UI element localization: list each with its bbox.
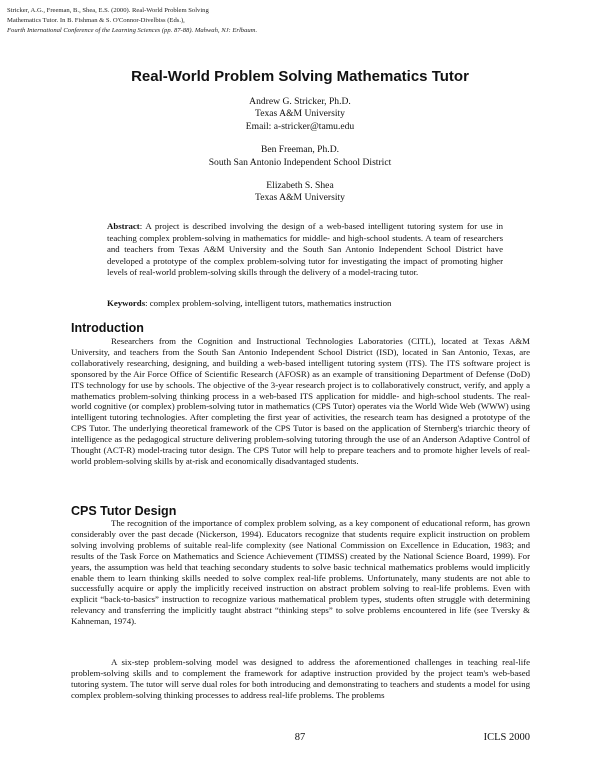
keywords — [107, 298, 503, 310]
abstract-label: Abstract — [107, 221, 140, 231]
abstract — [107, 221, 503, 279]
author-email: Email: a-stricker@tamu.edu — [245, 120, 355, 132]
author-affiliation: Texas A&M University — [255, 108, 345, 120]
cps-paragraph-2: A six-step problem-solving model was designed to address the aforementioned challenges in teaching real-life problem-solving skills and to complement the framework for adaptive instruction provided by the project team's web-based tutoring system. The tutor will serve dual roles for both introducing and demonstrating to teachers and students a model for using complex problem-solving thinking processes to address real-life problems. The problems — [71, 657, 530, 700]
cps-paragraph-1: The recognition of the importance of complex problem solving, as a key component of educational reform, has grown considerably over the past decade (Nickerson, 1994). Educators recognize that students require explicit instruction on problem solving involving problems of suitable real-life complexity (see National Commission on Excellence in Education, 1983; and results of the Task Force on Mathematics and Science Achievement (TIMSS) created by the National Science Board, 1999). For years, the assumption was held that teaching secondary students to solve basic technical mathematics problems would implicitly enable them to learn thinking skills needed to solve complex real-life problems. Unfortunately, many students are not able to successfully acquire or apply the implicitly received instruction on abstract problem solving to real-life problems. Even with explicit “back-to-basics” instruction to recognize various mathematical problem types, students often struggle with determining relevancy and transferring the implicitly taught abstract “thinking steps” to solve problems encountered in life (see Tversky & Kahneman, 1974). — [71, 518, 530, 627]
author-name: Ben Freeman, Ph.D. — [260, 144, 340, 156]
page-number: 87 — [294, 732, 306, 743]
paper-title: Real-World Problem Solving Mathematics Tutor — [131, 68, 469, 85]
introduction-paragraph: Researchers from the Cognition and Instructional Technologies Laboratories (CITL), located at Texas A&M University, and teachers from the South San Antonio Independent School District (ISD), located in San Antonio, Texas, are collaboratively researching, designing, and building a web-based intelligent tutoring system (ITS). The ITS software project is sponsored by the Air Force Office of Scientific Research (AFOSR) as an example of transitioning Department of Defense (DoD) ITS technology for use by schools. The objective of the 3-year research project is to collaboratively construct, verify, and apply a mathematics problem-solving thinking process in a web-based ITS application for middle- and high-school students. The real-world cognitive (or complex) problem-solving tutor in mathematics (CPS Tutor) operates via the World Wide Web (WWW) using intelligent tutoring technologies. After completing the first year of activities, the research team has designed a prototype of the CPS Tutor. The underlying theoretical framework of the CPS Tutor is based on the application of Sternberg's triarchic theory of intelligence as the pedagogical structure delivering problem-solving tutoring through the use of an Anderson Adaptive Control of Thought (ACT-R) model-tracing tutor design. The CPS Tutor will help to prepare teachers and to promote higher levels of real-world problem-solving skills by at-risk and economically disadvantaged students. — [71, 336, 530, 466]
author-list — [0, 96, 600, 216]
author-block — [0, 96, 600, 133]
section-heading-introduction: Introduction — [71, 321, 144, 335]
citation-header — [7, 6, 427, 35]
author-affiliation: Texas A&M University — [255, 192, 345, 204]
keywords-label: Keywords — [107, 298, 146, 308]
keywords-text: : complex problem-solving, intelligent tutors, mathematics instruction — [145, 298, 392, 308]
author-name: Elizabeth S. Shea — [266, 180, 334, 192]
citation-line-2: Mathematics Tutor. In B. Fishman & S. O'Connor-Divelbiss (Eds.), — [7, 16, 185, 24]
author-affiliation: South San Antonio Independent School District — [208, 156, 392, 168]
author-name: Andrew G. Stricker, Ph.D. — [249, 96, 351, 107]
citation-line-1: Stricker, A.G., Freeman, B., Shea, E.S. (2000). Real-World Problem Solving — [7, 7, 209, 14]
author-block — [0, 144, 600, 169]
section-heading-cps-tutor-design: CPS Tutor Design — [71, 504, 177, 518]
author-block — [0, 180, 600, 205]
abstract-text: : A project is described involving the design of a web-based intelligent tutoring system for use in teaching complex problem-solving in mathematics for middle- and high-school students. A team of researchers and teachers from Texas A&M University and the South San Antonio Independent School District have developed a prototype of the complex problem-solving tutor for investigating the impact of promoting higher levels of real-world problem-solving skills through the delivery of a model-tracing tutor. — [107, 221, 503, 278]
citation-line-3: Fourth International Conference of the Learning Sciences (pp. 87-88). Mahwah, NJ: Erlbaum. — [7, 26, 258, 34]
footer-conference: ICLS 2000 — [483, 732, 530, 743]
